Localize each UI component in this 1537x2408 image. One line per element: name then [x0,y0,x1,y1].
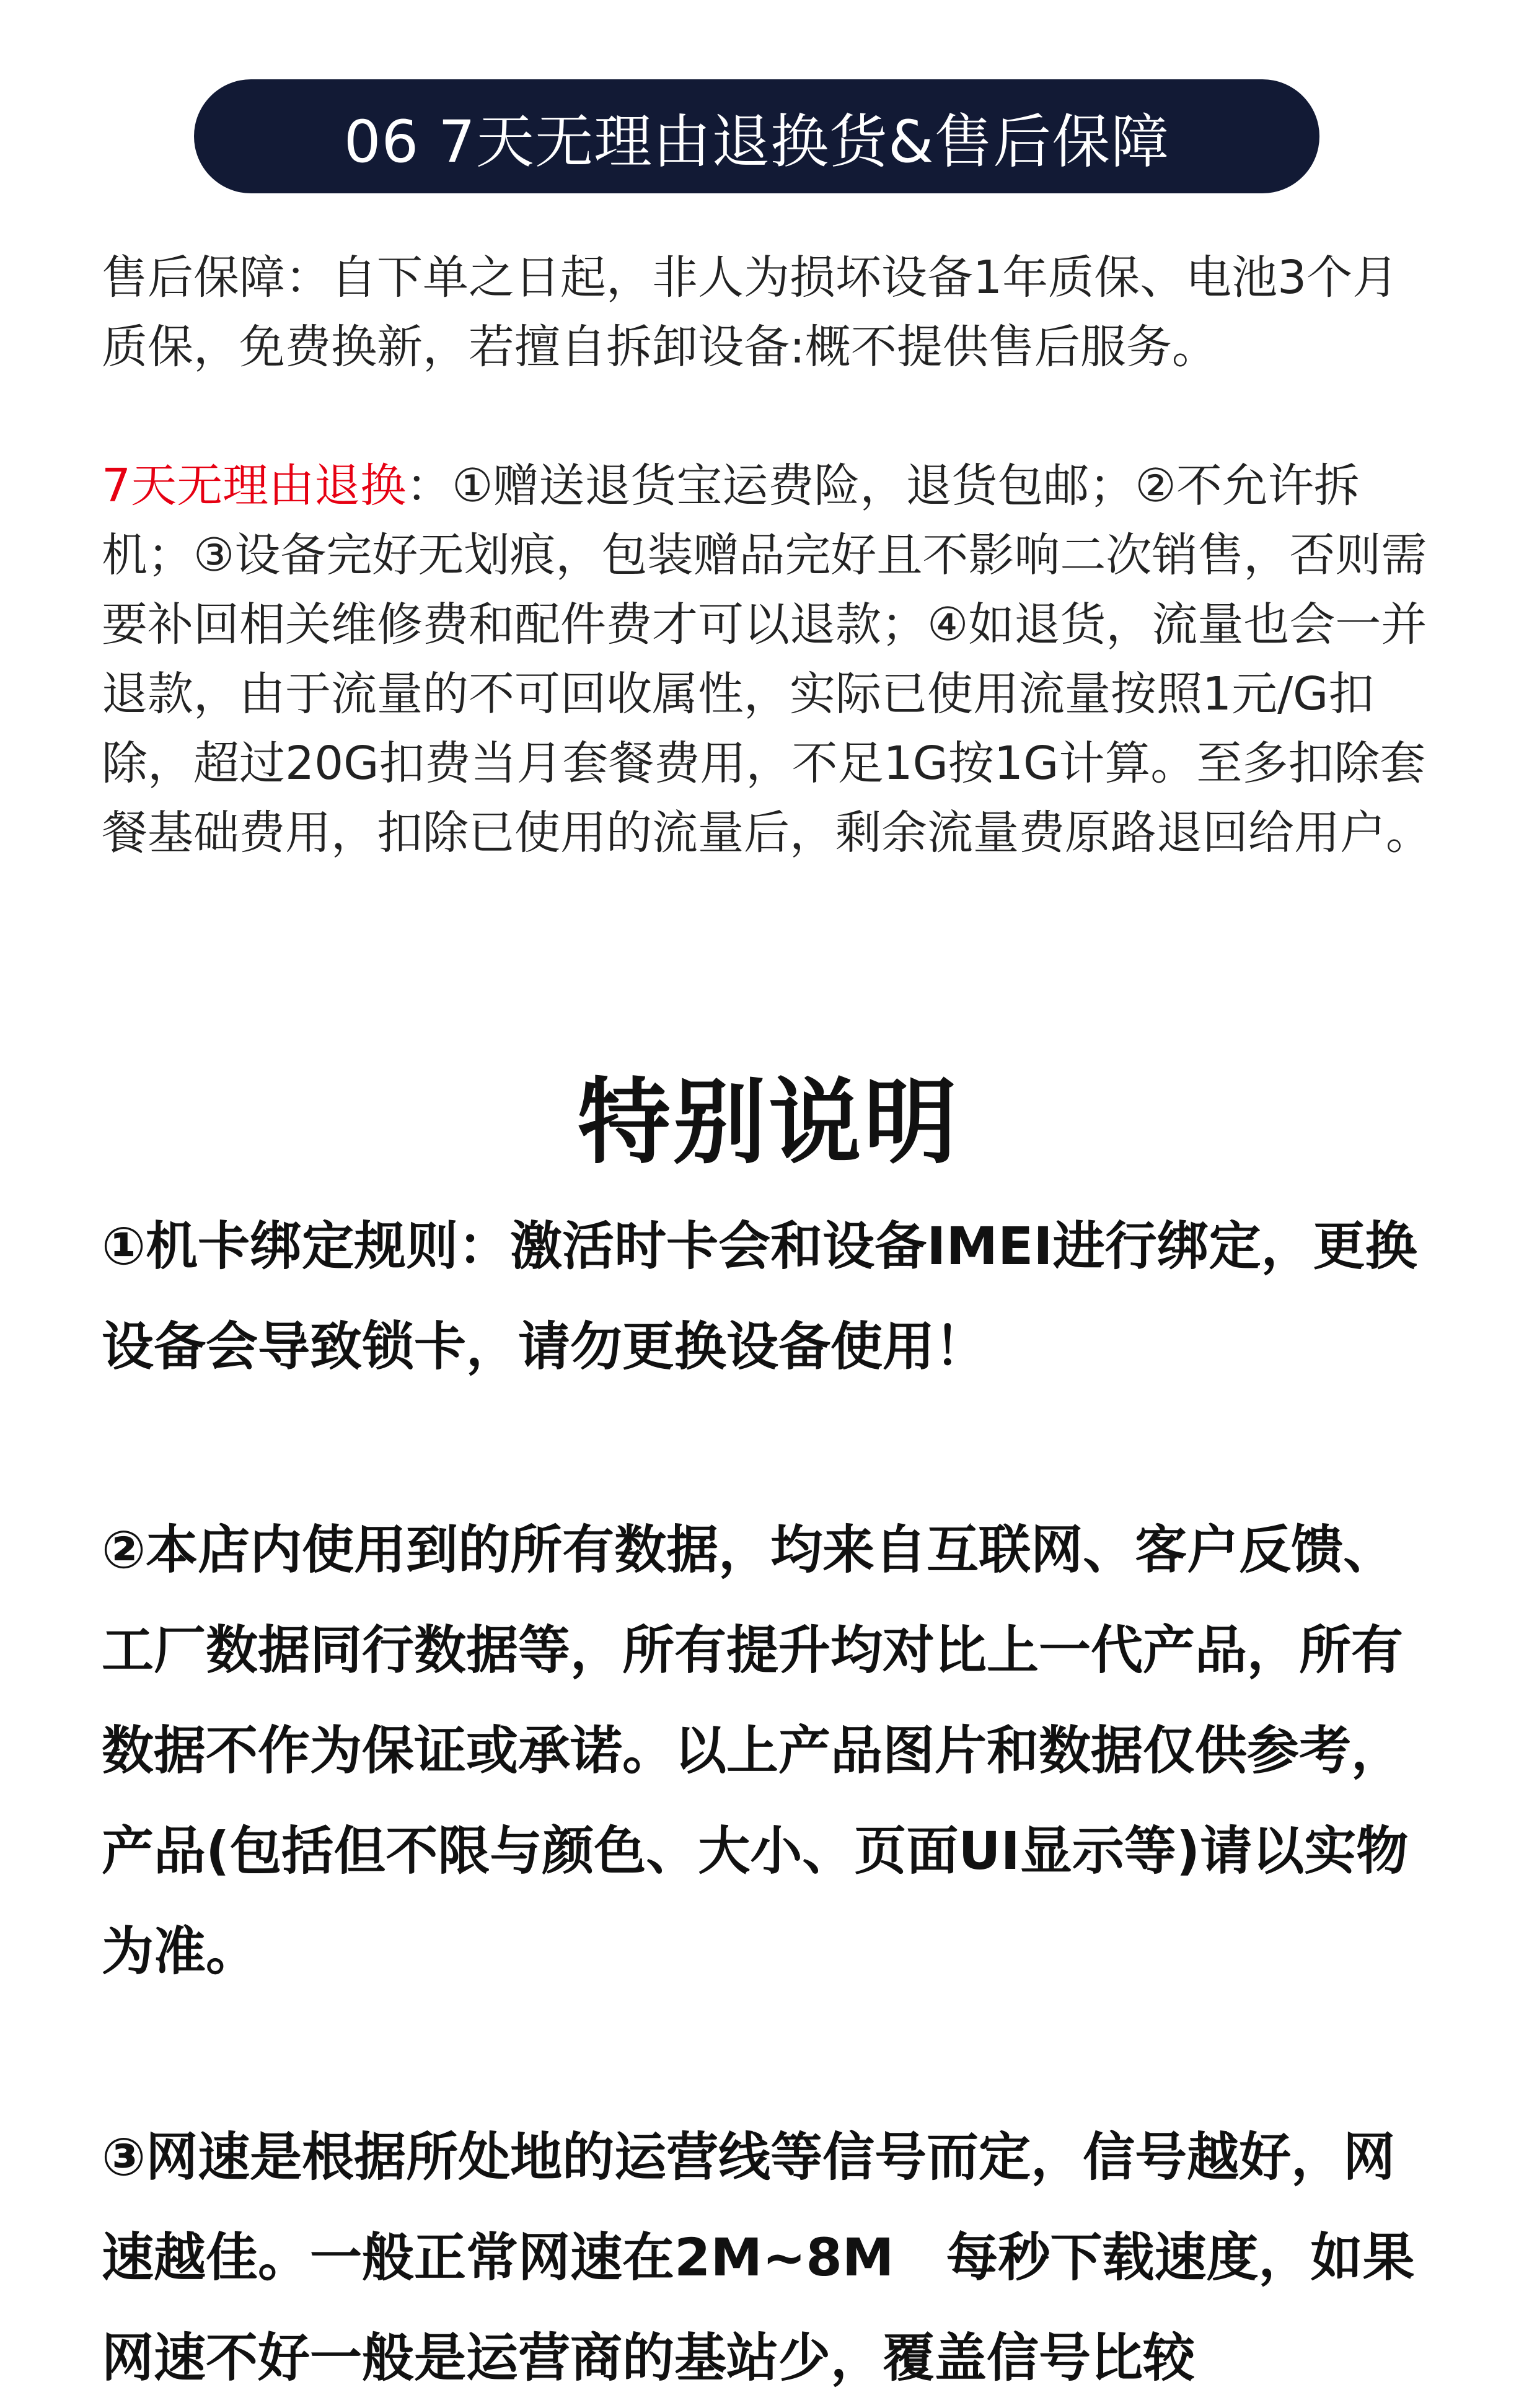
special-note-3: ③网速是根据所处地的运营线等信号而定，信号越好，网速越佳。一般正常网速在2M~8M 每秒下载速度，如果网速不好一般是运营商的基站少，覆盖信号比较 [102,2127,1415,2388]
after-sales-paragraph: 售后保障：自下单之日起，非人为损坏设备1年质保、电池3个月质保，免费换新，若擅自拆卸设备:概不提供售后服务。 [102,251,1399,374]
banner-title: 06 7天无理由退换货&售后保障 [343,108,1170,176]
return-policy-paragraph [102,451,1440,868]
special-notes-heading: 特别说明 [577,1069,959,1177]
special-note-1: ①机卡绑定规则：激活时卡会和设备IMEI进行绑定，更换设备会导致锁卡，请勿更换设备使用！ [102,1216,1417,1377]
section-banner [194,79,1319,193]
return-policy-text: ：①赠送退货宝运费险，退货包邮；②不允许拆机；③设备完好无划痕，包装赠品完好且不影响二次销售，否则需要补回相关维修费和配件费才可以退款；④如退货，流量也会一并退款，由于流量的不可回收属性，实际已使用流量按照1元/G扣除，超过20G扣费当月套餐费用，不足1G按1G计算。至多扣除套餐基础费用，扣除已使用的流量后，剩余流量费原路退回给用户。 [102,459,1432,859]
return-policy-label: 7天无理由退换 [102,459,407,512]
special-note-2: ②本店内使用到的所有数据，均来自互联网、客户反馈、工厂数据同行数据等，所有提升均对比上一代产品，所有数据不作为保证或承诺。以上产品图片和数据仅供参考，产品(包括但不限与颜色、大小、页面UI显示等)请以实物为准。 [102,1519,1409,1982]
